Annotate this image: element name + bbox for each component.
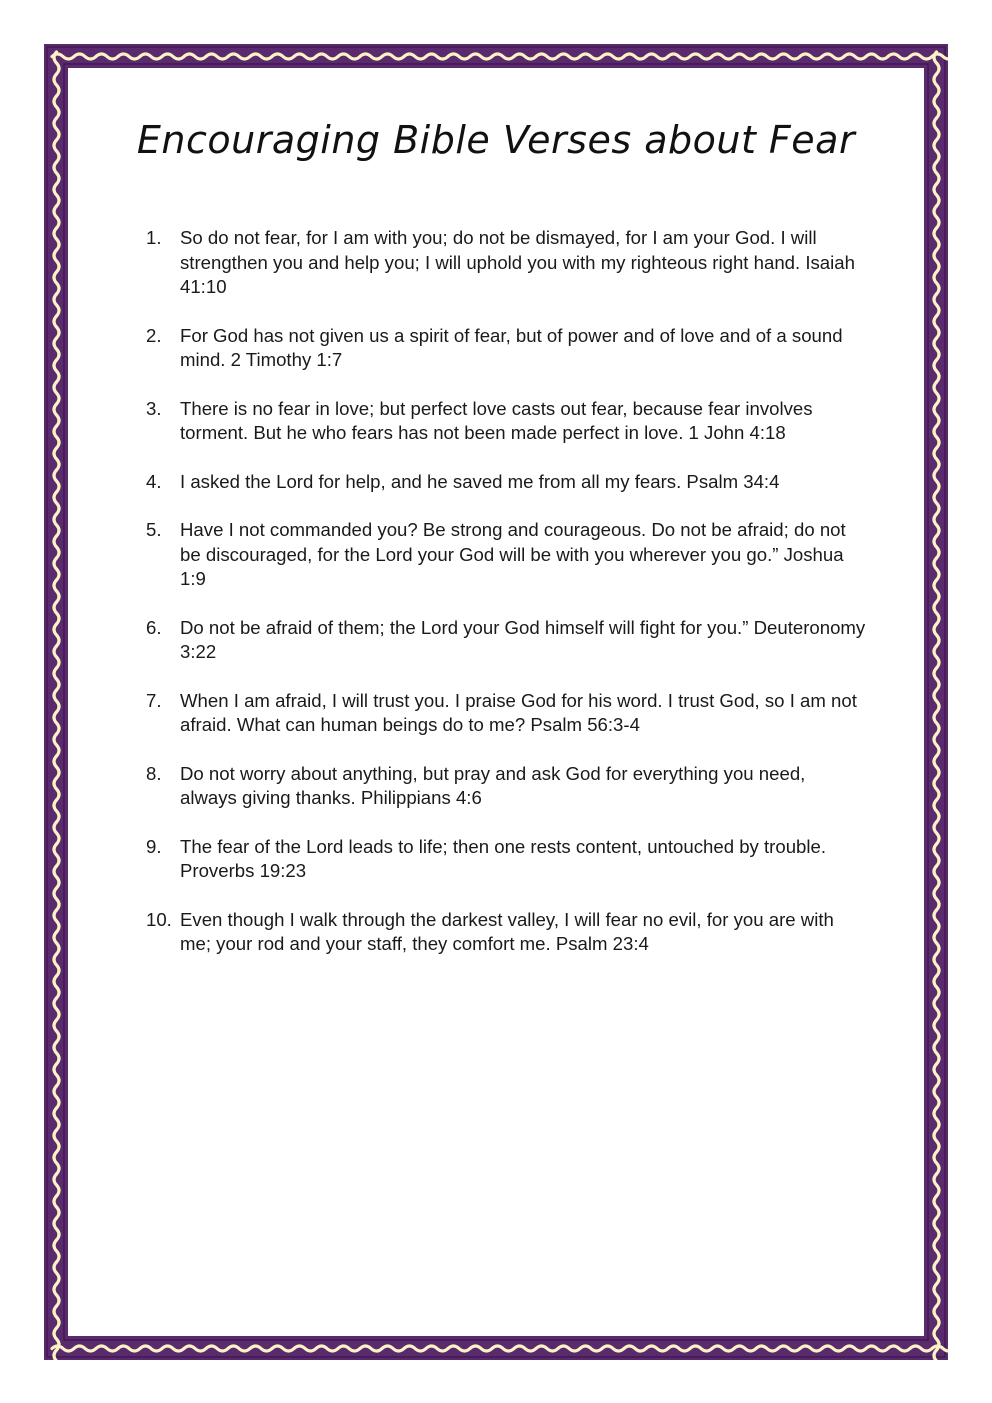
verse-text: The fear of the Lord leads to life; then one rests content, untouched by trouble. Proverbs 19:23	[180, 835, 827, 881]
verse-text: Do not worry about anything, but pray and ask God for everything you need, always giving thanks. Philippians 4:6	[180, 762, 806, 808]
list-item	[146, 762, 866, 811]
verse-text: Even though I walk through the darkest valley, I will fear no evil, for you are with me; your rod and your staff, they comfort me. Psalm 23:4	[180, 908, 834, 954]
verse-text: Do not be afraid of them; the Lord your God himself will fight for you.” Deuteronomy 3:22	[180, 616, 866, 662]
verse-number: 7.	[146, 689, 162, 711]
verse-number: 1.	[146, 227, 162, 248]
verse-text: Have I not commanded you? Be strong and courageous. Do not be afraid; do not be discouraged, for the Lord your God will be with you wherever you go.” Joshua 1:9	[180, 519, 846, 589]
verse-number: 4.	[146, 470, 162, 492]
verse-list	[146, 226, 866, 981]
page-title: Encouraging Bible Verses about Fear	[136, 118, 856, 162]
verse-number: 10.	[146, 908, 172, 930]
verse-text: There is no fear in love; but perfect love casts out fear, because fear involves torment. But he who fears has not been made perfect in love. 1 John 4:18	[180, 397, 813, 443]
verse-number: 6.	[146, 616, 162, 638]
verse-number: 8.	[146, 762, 162, 784]
list-item	[146, 908, 866, 957]
verse-text: For God has not given us a spirit of fear, but of power and of love and of a sound mind. 2 Timothy 1:7	[180, 324, 843, 370]
verse-number: 3.	[146, 397, 162, 419]
list-item	[146, 518, 866, 592]
list-item	[146, 616, 866, 665]
list-item	[146, 324, 866, 373]
verse-text: So do not fear, for I am with you; do not be dismayed, for I am your God. I will strengthen you and help you; I will uphold you with my righteous right hand. Isaiah 41:10	[180, 227, 855, 297]
list-item	[146, 470, 866, 495]
verse-number: 2.	[146, 324, 162, 346]
list-item	[146, 226, 866, 300]
list-item	[146, 835, 866, 884]
verse-number: 9.	[146, 835, 162, 857]
verse-number: 5.	[146, 519, 162, 540]
list-item	[146, 689, 866, 738]
verse-text: I asked the Lord for help, and he saved me from all my fears. Psalm 34:4	[180, 470, 780, 492]
verse-text: When I am afraid, I will trust you. I praise God for his word. I trust God, so I am not afraid. What can human beings do to me? Psalm 56:3-4	[180, 689, 857, 735]
list-item	[146, 397, 866, 446]
